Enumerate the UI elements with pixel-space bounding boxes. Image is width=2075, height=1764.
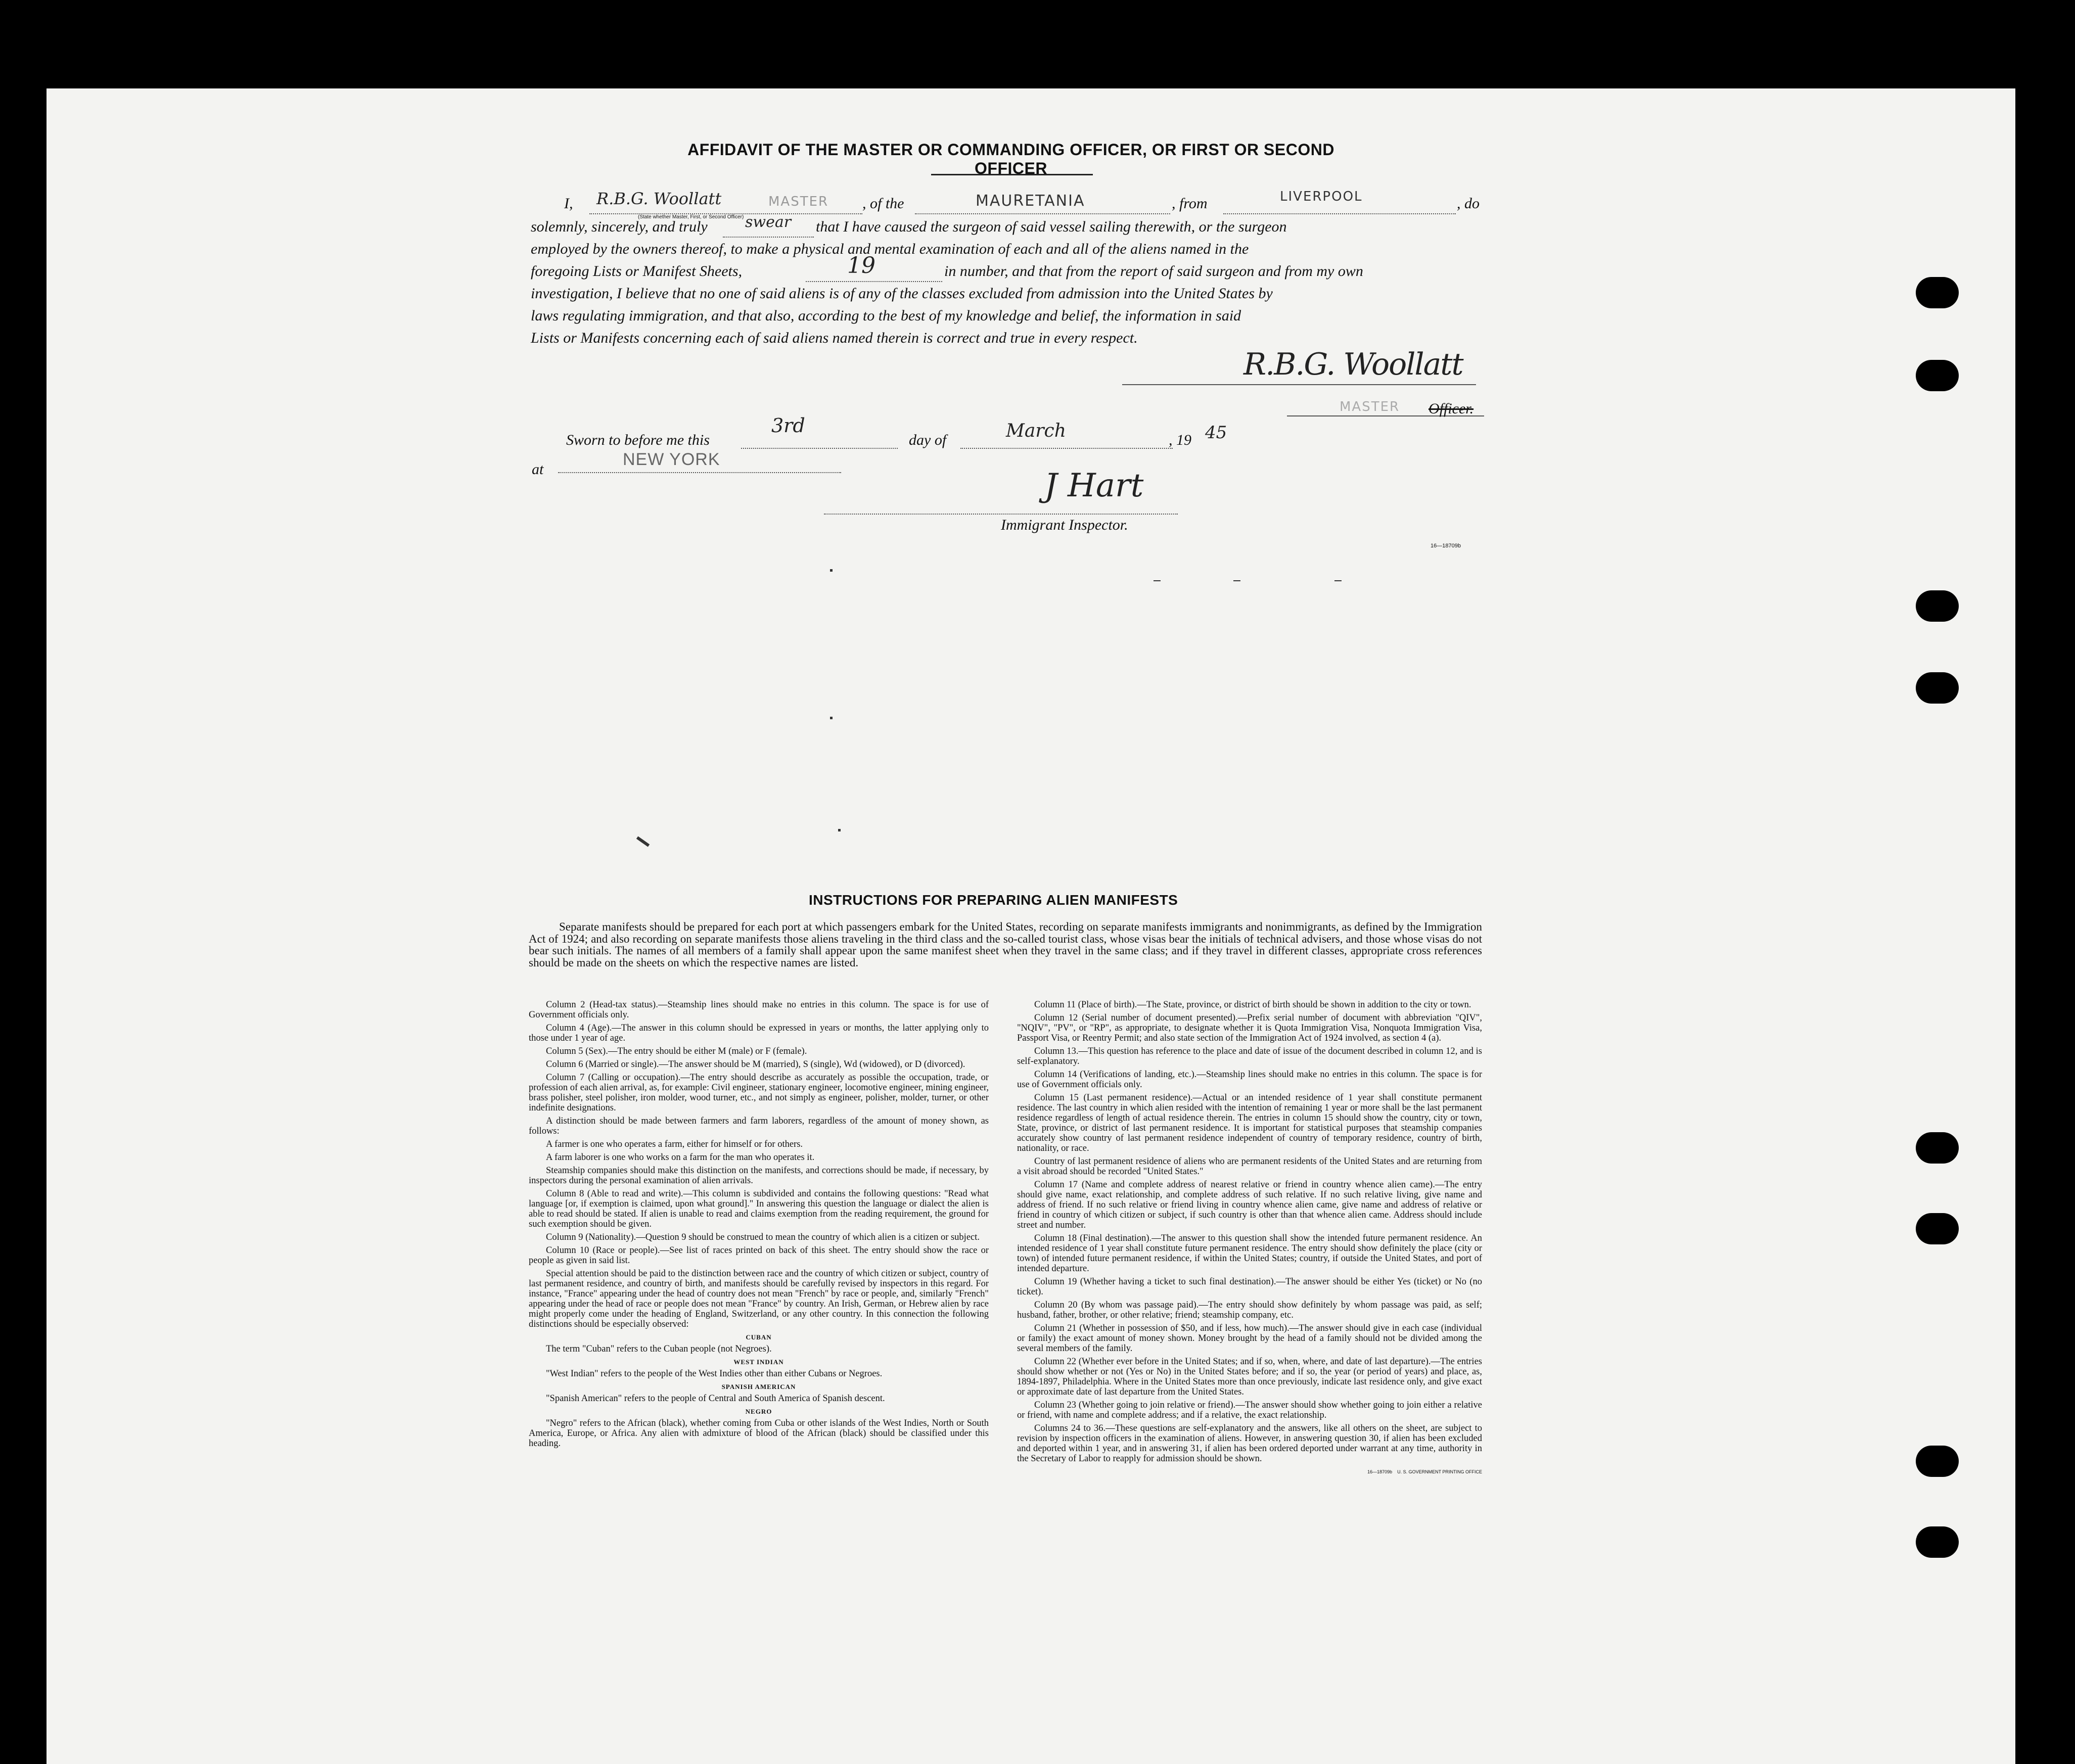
ship-name: MAURETANIA	[976, 192, 1085, 210]
left-paragraph: Column 7 (Calling or occupation).—The entry should describe as accurately as possible the occupation, trade, or profession of each alien arrival, as, for example: Civil engineer, stationary engineer, locomotive engineer, mining engineer, brass polisher, steel polisher, iron molder, wood turner, etc., and not simply as engineer, polisher, molder, turner, or other indefinite designations.	[529, 1073, 989, 1113]
sworn-place: NEW YORK	[623, 450, 720, 469]
left-paragraph: Column 9 (Nationality).—Question 9 should be construed to mean the country of which alien is a citizen or subject.	[546, 1232, 980, 1242]
do-label: , do	[1457, 195, 1480, 212]
left-paragraph: Column 8 (Able to read and write).—This column is subdivided and contains the following questions: "Read what language [or, if exemption is claimed, upon what ground]." In answering this question the language or dialect the alien is able to read should be stated. If alien is unable to read and claims exemption from the reading requirement, the ground for such exemption should be given.	[529, 1189, 989, 1229]
sheets-line	[806, 281, 942, 282]
sheets-count: 19	[847, 253, 875, 278]
stray-mark	[830, 569, 833, 572]
left-paragraph: A farm laborer is one who works on a farm for the man who operates it.	[546, 1152, 815, 1163]
right-paragraph: Column 17 (Name and complete address of nearest relative or friend in country whence alien came).—The entry should give name, exact relationship, and complete address of such relative. If no such relative living, give name and address of friend. If no such relative or friend living in country whence alien came, give name and address of relative or friend in country of which citizen or subject, if such country is other than that whence alien came. Address should include street and number.	[1017, 1180, 1482, 1230]
signature-line	[1122, 384, 1476, 385]
right-paragraph: Column 13.—This question has reference to the place and date of issue of the document described in column 12, and is self-explanatory.	[1017, 1046, 1482, 1066]
stray-mark	[1334, 580, 1342, 581]
line4-post: in number, and that from the report of said surgeon and from my own	[944, 263, 1363, 280]
inspector-line	[824, 514, 1178, 515]
month-line	[960, 448, 1173, 449]
line5: investigation, I believe that no one of said aliens is of any of the classes excluded from admission into the United States by	[531, 285, 1273, 302]
right-paragraph: Column 12 (Serial number of document presented).—Prefix serial number of document with abbreviation "QIV", "NQIV", "PV", or "RP", as appropriate, to designate whether it is Quota Immigration Visa, Nonquota Immigration Visa, Passport Visa, or Reentry Permit; and also state section of the Immigration Act of 1924 involved, as section 4 (a).	[1017, 1013, 1482, 1043]
instructions-title: INSTRUCTIONS FOR PREPARING ALIEN MANIFESTS	[809, 892, 1178, 908]
binder-hole	[1916, 1446, 1959, 1477]
paragraph-cuban: The term "Cuban" refers to the Cuban people (not Negroes).	[546, 1344, 772, 1354]
instructions-intro: Separate manifests should be prepared for each port at which passengers embark for the United States, recording on separate manifests immigrants and nonimmigrants, as defined by the Immigration Act of 1924; and also recording on separate manifests those aliens traveling in the third class and the so-called tourist class, whose visas bear the initials of technical advisers, and those whose visas do not bear such initials. The names of all members of a family shall appear upon the same manifest sheet when they travel in the same class; and if they travel in different classes, appropriate cross references should be made on the sheets on which the respective names are listed.	[529, 920, 1482, 969]
binder-hole	[1916, 277, 1959, 308]
line7: Lists or Manifests concerning each of said aliens named therein is correct and true in every respect.	[531, 330, 1138, 346]
right-paragraph: Column 23 (Whether going to join relative or friend).—The answer should show whether going to join either a relative or friend, with name and complete address; and if a relative, the exact relationship.	[1017, 1400, 1482, 1420]
paragraph-negro: "Negro" refers to the African (black), whether coming from Cuba or other islands of the West Indies, North or South America, Europe, or Africa. Any alien with admixture of blood of the African (black) should be classified under this heading.	[529, 1418, 989, 1449]
right-paragraph: Column 11 (Place of birth).—The State, province, or district of birth should be shown in addition to the city or town.	[1034, 1000, 1471, 1010]
binder-hole	[1916, 590, 1959, 622]
rank-stamp: MASTER	[768, 194, 829, 209]
right-paragraph: Country of last permanent residence of aliens who are permanent residents of the United States and are returning from a visit abroad should be recorded "United States."	[1017, 1156, 1482, 1177]
swear-handwritten: swear	[745, 213, 792, 231]
line1-pre: I,	[564, 195, 573, 212]
binder-hole	[1916, 360, 1959, 391]
year-prefix: , 19	[1169, 432, 1191, 448]
day-line	[741, 448, 898, 449]
line2-post: that I have caused the surgeon of said vessel sailing therewith, or the surgeon	[816, 218, 1287, 235]
master-signature: R.B.G. Woollatt	[1243, 347, 1463, 382]
stray-mark	[1233, 580, 1240, 581]
form-number: 16—18709b	[1431, 543, 1461, 549]
left-paragraph: Column 4 (Age).—The answer in this column should be expressed in years or months, the latter applying only to those under 1 year of age.	[529, 1023, 989, 1043]
stray-mark	[830, 717, 833, 719]
left-paragraph: Column 5 (Sex).—The entry should be either M (male) or F (female).	[546, 1046, 807, 1056]
left-paragraph: Column 10 (Race or people).—See list of races printed on back of this sheet. The entry should show the race or people as given in said list.	[529, 1245, 989, 1266]
line3: employed by the owners thereof, to make a physical and mental examination of each and all of the aliens named in the	[531, 241, 1249, 257]
left-paragraph: A farmer is one who operates a farm, either for himself or for others.	[546, 1139, 803, 1149]
place-line	[558, 472, 841, 473]
at-label: at	[532, 461, 544, 478]
instructions-left-column	[529, 1000, 989, 1452]
swear-line	[723, 237, 814, 238]
footer-printing-office: U. S. GOVERNMENT PRINTING OFFICE	[1397, 1469, 1482, 1474]
sworn-year: 45	[1205, 423, 1227, 443]
affidavit-title: AFFIDAVIT OF THE MASTER OR COMMANDING OFFICER, OR FIRST OR SECOND OFFICER	[687, 141, 1334, 177]
paragraph-spanish-american: "Spanish American" refers to the people of Central and South America of Spanish descent.	[546, 1394, 885, 1404]
sworn-month: March	[1006, 421, 1066, 441]
right-paragraph: Column 18 (Final destination).—The answer to this question shall show the intended future permanent residence. An intended residence of 1 year shall constitute future permanent residence. The entry should show definitely the place (city or town) of intended future permanent residence, if within the United States; country, if outside the United States, and port of intended departure.	[1017, 1233, 1482, 1274]
heading-negro: NEGRO	[745, 1408, 772, 1415]
binder-hole	[1916, 1213, 1959, 1244]
binder-hole	[1916, 1132, 1959, 1164]
footer-form-number: 16—18709b	[1367, 1469, 1393, 1474]
instructions-right-column	[1017, 1000, 1482, 1477]
paragraph-west-indian: "West Indian" refers to the people of the West Indies other than either Cubans or Negroes.	[546, 1369, 883, 1379]
officer-label: Officer.	[1428, 400, 1474, 417]
left-paragraph: Column 2 (Head-tax status).—Steamship lines should make no entries in this column. The space is for use of Government officials only.	[529, 1000, 989, 1020]
inspector-label: Immigrant Inspector.	[1001, 517, 1128, 533]
right-paragraph: Column 22 (Whether ever before in the United States; and if so, when, where, and date of last departure).—The entries should show whether or not (Yes or No) in the United States before; and if so, the year (or period of years) and place, as, 1894-1897, Philadelphia. Where in the United States more than once previously, indicate last residence only, and give exact or approximate date of last departure from the United States.	[1017, 1357, 1482, 1397]
departure-port: LIVERPOOL	[1280, 189, 1363, 204]
right-paragraph: Column 14 (Verifications of landing, etc.).—Steamship lines should make no entries in this column. The space is for use of Government officials only.	[1017, 1070, 1482, 1090]
day-of-label: day of	[909, 432, 947, 448]
line2-pre: solemnly, sincerely, and truly	[531, 218, 708, 235]
port-line	[1223, 213, 1456, 214]
stray-mark	[1154, 580, 1161, 581]
of-the-label: , of the	[862, 195, 904, 212]
right-paragraph: Column 19 (Whether having a ticket to such final destination).—The answer should be either Yes (ticket) or No (no ticket).	[1017, 1277, 1482, 1297]
heading-spanish-american: SPANISH AMERICAN	[721, 1383, 796, 1390]
left-paragraph: Column 6 (Married or single).—The answer should be M (married), S (single), Wd (widowed), or D (divorced).	[546, 1059, 965, 1070]
binder-hole	[1916, 672, 1959, 704]
rank-note: (State whether Master, First, or Second Officer)	[638, 214, 744, 220]
right-paragraph: Column 21 (Whether in possession of $50, and if less, how much).—The answer should give in each case (individual or family) the exact amount of money shown. Money brought by the head of a family should not be divided among the several members of the family.	[1017, 1323, 1482, 1354]
heading-cuban: CUBAN	[746, 1333, 772, 1341]
line6: laws regulating immigration, and that also, according to the best of my knowledge and belief, the information in said	[531, 307, 1241, 324]
title-rule	[931, 174, 1093, 175]
inspector-signature: J Hart	[1044, 467, 1144, 504]
heading-west-indian: WEST INDIAN	[733, 1358, 784, 1366]
right-paragraph: Column 15 (Last permanent residence).—Actual or an intended residence of 1 year shall constitute permanent residence. The last country in which alien resided with the intention of remaining 1 year or more shall be the last permanent residence regardless of length of actual residence therein. The entries in column 15 should show the country, city or town, State, province, or district of last permanent residence. It is important for statistical purposes that steamship companies accurately show country of last permanent residence independent of country of temporary residence, country of birth, nationality, or race.	[1017, 1093, 1482, 1153]
line4-pre: foregoing Lists or Manifest Sheets,	[531, 263, 743, 280]
footer	[1017, 1467, 1482, 1477]
binder-hole	[1916, 1526, 1959, 1558]
officer-stamp: MASTER	[1340, 399, 1400, 414]
from-label: , from	[1172, 195, 1208, 212]
stray-mark	[838, 829, 841, 831]
left-paragraph: Steamship companies should make this distinction on the manifests, and corrections should be made, if necessary, by inspectors during the personal examination of alien arrivals.	[529, 1166, 989, 1186]
left-paragraph: A distinction should be made between farmers and farm laborers, regardless of the amount of money shown, as follows:	[529, 1116, 989, 1136]
sworn-label: Sworn to before me this	[566, 432, 710, 448]
sworn-day: 3rd	[771, 414, 805, 437]
left-paragraph: Special attention should be paid to the distinction between race and the country of which citizen or subject, country of last permanent residence, and country of birth, and manifests should be carefully revised by inspectors in this regard. For instance, "France" appearing under the head of country does not mean "French" by race or people, and, similarly "French" appearing under the head of race or people does not mean "France" by country. An Irish, German, or Hebrew alien by race might properly come under the heading of England, Switzerland, or any other country. In this connection the following distinctions should be especially observed:	[529, 1269, 989, 1329]
ship-line	[915, 213, 1170, 214]
master-name: R.B.G. Woollatt	[596, 189, 722, 208]
right-paragraph: Columns 24 to 36.—These questions are self-explanatory and the answers, like all others on the sheet, are subject to revision by inspection officers in the examination of aliens. However, in answering question 30, if alien has been excluded and deported within 1 year, and in answering 31, if alien has been ordered deported under warrant at any time, authority in the Secretary of Labor to reapply for admission should be shown.	[1017, 1423, 1482, 1464]
right-paragraph: Column 20 (By whom was passage paid).—The entry should show definitely by whom passage was paid, as self; husband, father, brother, or other relative; friend; steamship company, etc.	[1017, 1300, 1482, 1320]
